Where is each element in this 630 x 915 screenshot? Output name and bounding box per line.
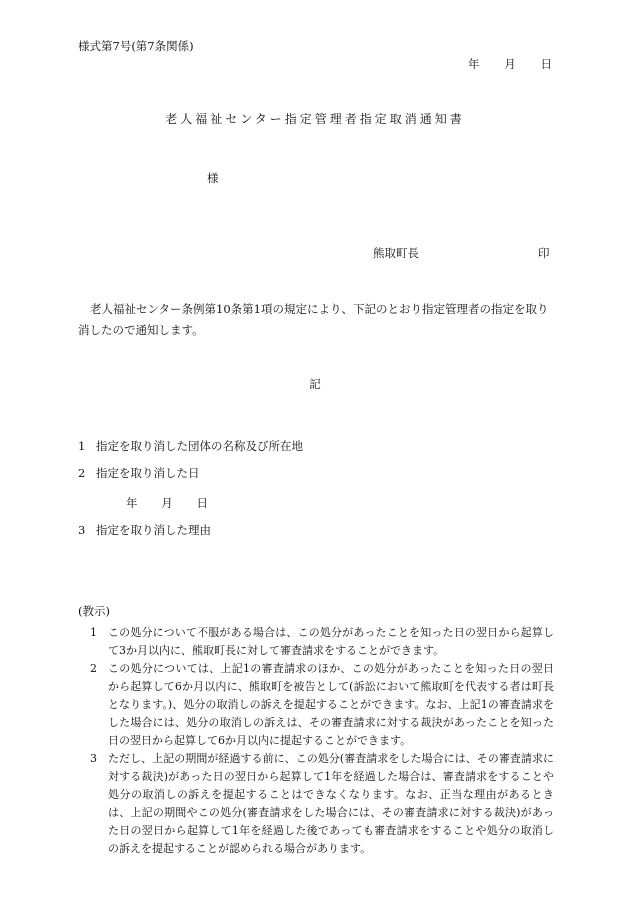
- revoke-date-year: 年: [126, 496, 138, 510]
- list-item: [78, 438, 303, 454]
- notice-item: [90, 750, 554, 858]
- notice-number: 3: [90, 752, 97, 765]
- body-paragraph: 老人福祉センター条例第10条第1項の規定により、下記のとおり指定管理者の指定を取り消したので通知します。: [78, 302, 549, 337]
- addressee-suffix: 様: [207, 171, 219, 185]
- issue-date-day: 日: [540, 57, 552, 71]
- list-item: [78, 522, 211, 538]
- notice-list: [78, 624, 554, 858]
- item-label: 指定を取り消した団体の名称及び所在地: [96, 439, 303, 453]
- notice-item: [90, 660, 554, 750]
- item-label: 指定を取り消した理由: [96, 523, 211, 537]
- revoke-date-month: 月: [161, 496, 173, 510]
- notice-text: この処分について不服がある場合は、この処分があったことを知った日の翌日から起算して3か月以内に、熊取町長に対して審査請求をすることができます。: [108, 626, 554, 657]
- issue-date-month: 月: [504, 57, 516, 71]
- item-label: 指定を取り消した日: [96, 466, 200, 480]
- notice-text: この処分については、上記1の審査請求のほか、この処分があったことを知った日の翌日から起算して6か月以内に、熊取町を被告として(訴訟において熊取町を代表する者は町長となります。)、処分の取消しの訴えを提起することができます。なお、上記1の審査請求をした場合には、処分の取消しの訴えは、その審査請求に対する裁決があったことを知った日の翌日から起算して6か月以内に提起することができます。: [108, 662, 554, 747]
- revoke-date: [126, 495, 208, 511]
- notice-heading: (教示): [78, 604, 110, 618]
- list-item: [78, 465, 200, 481]
- notice-number: 2: [90, 662, 97, 675]
- ki-heading: 記: [309, 377, 321, 391]
- seal-mark: 印: [538, 246, 550, 260]
- item-number: 3: [78, 523, 86, 537]
- issue-date-year: 年: [468, 57, 480, 71]
- issuer-name: 熊取町長: [373, 246, 419, 260]
- item-number: 2: [78, 466, 86, 480]
- issue-date: [468, 56, 552, 72]
- notice-item: [90, 624, 554, 660]
- notice-number: 1: [90, 626, 97, 639]
- item-number: 1: [78, 439, 86, 453]
- form-number-label: 様式第7号(第7条関係): [78, 39, 194, 53]
- notice-text: ただし、上記の期間が経過する前に、この処分(審査請求をした場合には、その審査請求に対する裁決)があった日の翌日から起算して1年を経過した場合は、審査請求をすることや処分の取消しの訴えを提起することはできなくなります。なお、正当な理由があるときは、上記の期間やこの処分(審査請求をした場合には、その審査請求に対する裁決)があった日の翌日から起算して1年を経過した後であっても審査請求をすることや処分の取消しの訴えを提起することが認められる場合があります。: [108, 752, 554, 855]
- document-title: 老人福祉センター指定管理者指定取消通知書: [165, 112, 465, 126]
- revoke-date-day: 日: [196, 496, 208, 510]
